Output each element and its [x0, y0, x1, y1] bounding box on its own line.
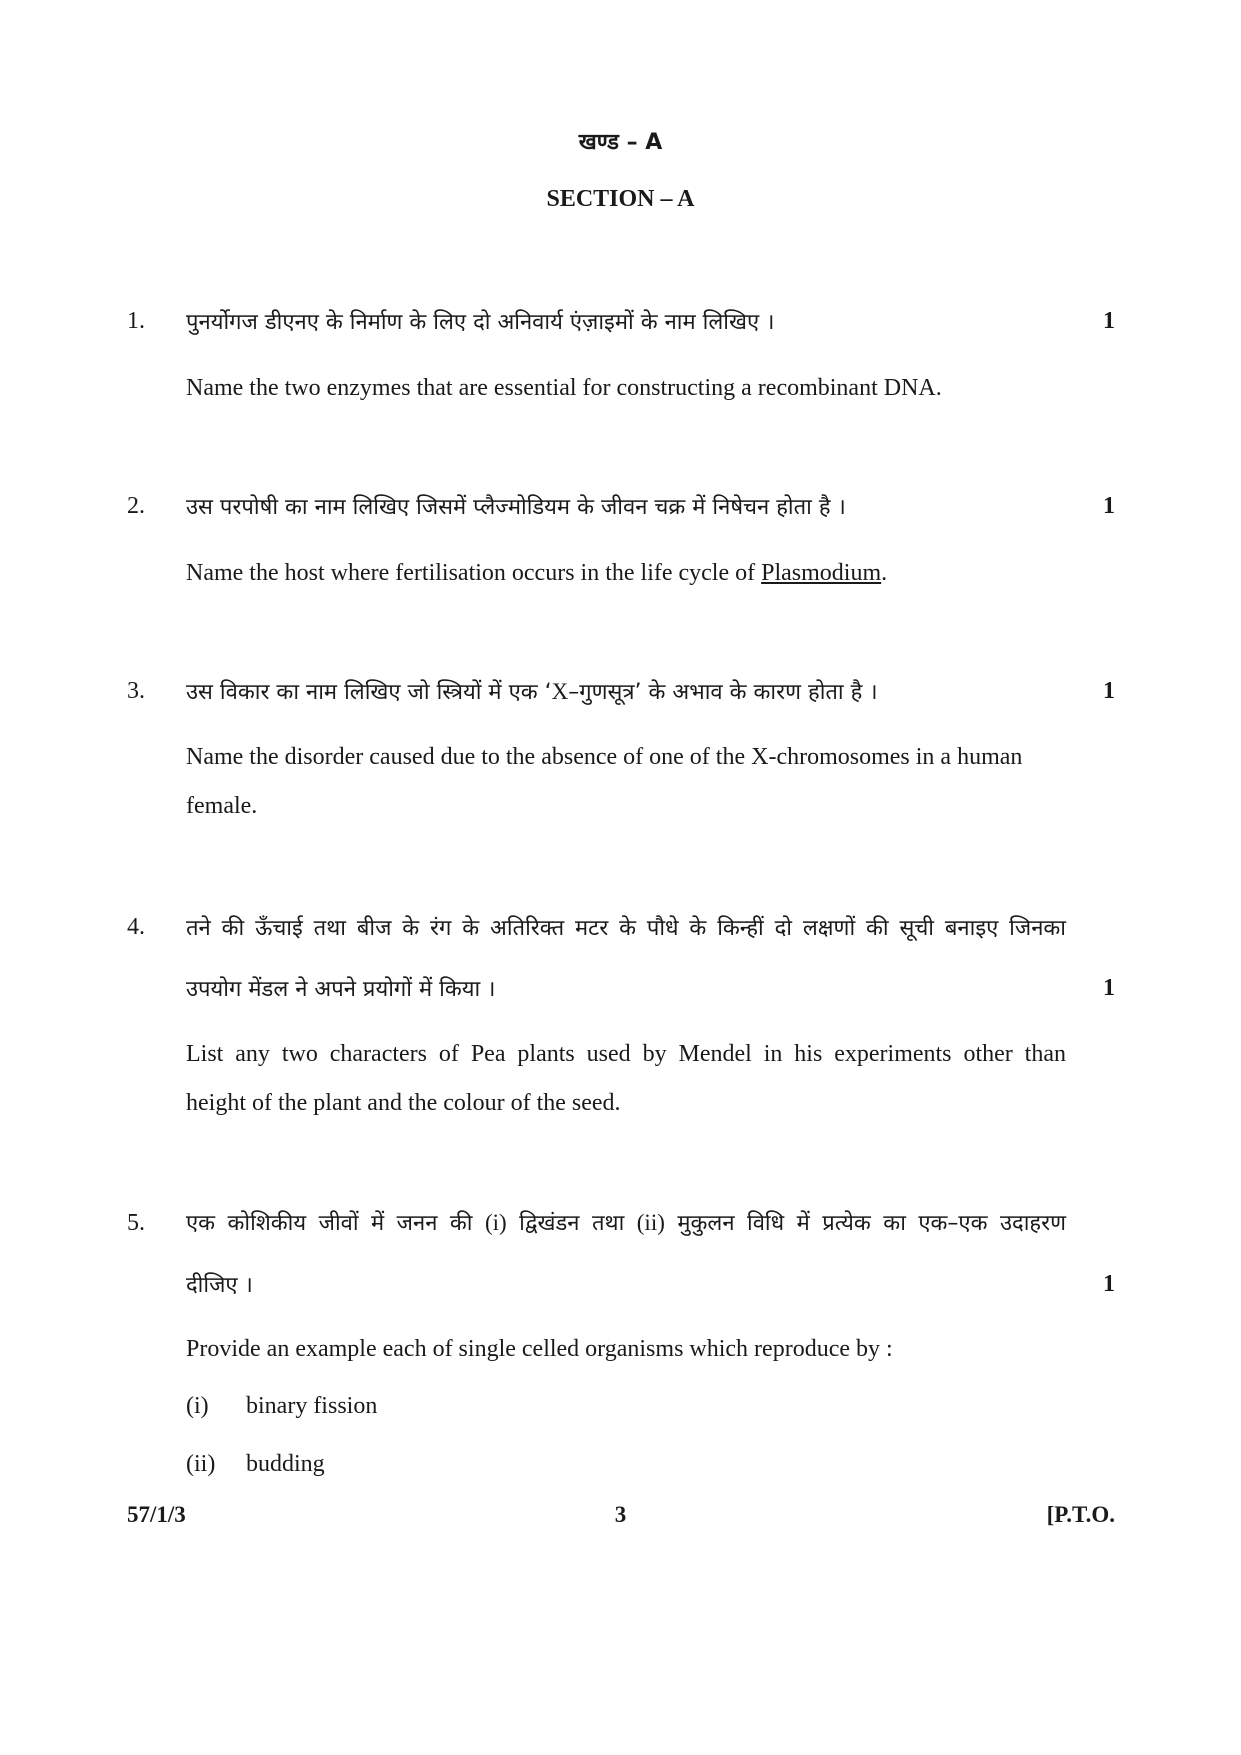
question-5-hindi-i: (i): [484, 1210, 507, 1235]
question-2-english-text: Name the host where fertilisation occurs in the life cycle of: [186, 560, 762, 586]
question-2-english: [186, 560, 1066, 587]
question-1-english: Name the two enzymes that are essential for constructing a recombinant DNA.: [186, 375, 942, 401]
question-3-marks: 1: [1103, 678, 1115, 704]
question-5-sub-item-1-text: binary fission: [246, 1393, 378, 1419]
question-3-english-line2: female.: [186, 793, 258, 819]
question-5-sub-item-2-label: (ii): [186, 1451, 216, 1477]
question-5-number: 5.: [127, 1210, 145, 1236]
question-5-hindi-b: द्विखंडन तथा: [506, 1211, 637, 1236]
question-1-marks: 1: [1103, 308, 1115, 334]
section-heading-english: SECTION – A: [546, 186, 695, 212]
question-4-number: 4.: [127, 914, 145, 940]
question-3-english-line1: Name the disorder caused due to the absence of one of the X-chromosomes in a human: [186, 744, 1023, 770]
question-2-english-period: .: [881, 560, 888, 586]
question-2-hindi: उस परपोषी का नाम लिखिए जिसमें प्लैज्मोडियम के जीवन चक्र में निषेचन होता है ।: [186, 495, 846, 520]
question-1-hindi: पुनर्योगज डीएनए के निर्माण के लिए दो अनिवार्य एंज़ाइमों के नाम लिखिए ।: [186, 310, 775, 335]
question-5-hindi-line1: [186, 1207, 1066, 1237]
question-4-hindi-line1: तने की ऊँचाई तथा बीज के रंग के अतिरिक्त मटर के पौधे के किन्हीं दो लक्षणों की सूची बनाइए जिनका: [186, 916, 1066, 941]
question-5-sub-item-2-text: budding: [246, 1451, 325, 1477]
question-2-marks: 1: [1103, 493, 1115, 519]
question-5-hindi-line2: दीजिए ।: [186, 1273, 253, 1298]
question-4-hindi-line2: उपयोग मेंडल ने अपने प्रयोगों में किया ।: [186, 977, 496, 1002]
question-5-hindi-a: एक कोशिकीय जीवों में जनन की: [186, 1211, 485, 1236]
question-4-marks: 1: [1103, 975, 1115, 1001]
question-4-english-line1: List any two characters of Pea plants used by Mendel in his experiments other than: [186, 1041, 1066, 1067]
question-3-number: 3.: [127, 678, 145, 704]
question-2-english-underlined: Plasmodium: [761, 560, 882, 586]
question-2-number: 2.: [127, 493, 145, 519]
question-1-number: 1.: [127, 308, 145, 334]
question-5-hindi-c: मुकुलन विधि में प्रत्येक का एक–एक उदाहरण: [664, 1211, 1066, 1236]
page-number: 3: [614, 1502, 627, 1527]
question-3-hindi-latin: X: [551, 679, 569, 704]
question-5-sub-item-1-label: (i): [186, 1393, 209, 1419]
paper-code: 57/1/3: [127, 1502, 186, 1527]
question-3-hindi: [186, 676, 1066, 706]
please-turn-over: [P.T.O.: [1046, 1502, 1115, 1527]
question-3-hindi-rest: –गुणसूत्र’ के अभाव के कारण होता है ।: [568, 680, 878, 705]
question-5-hindi-ii: (ii): [636, 1210, 665, 1235]
question-5-marks: 1: [1103, 1271, 1115, 1297]
question-5-english: Provide an example each of single celled organisms which reproduce by :: [186, 1336, 893, 1362]
question-3-hindi-text: उस विकार का नाम लिखिए जो स्त्रियों में एक ‘: [186, 680, 552, 705]
section-heading-hindi: खण्ड – A: [578, 130, 663, 155]
question-4-english-line2: height of the plant and the colour of the seed.: [186, 1090, 621, 1116]
